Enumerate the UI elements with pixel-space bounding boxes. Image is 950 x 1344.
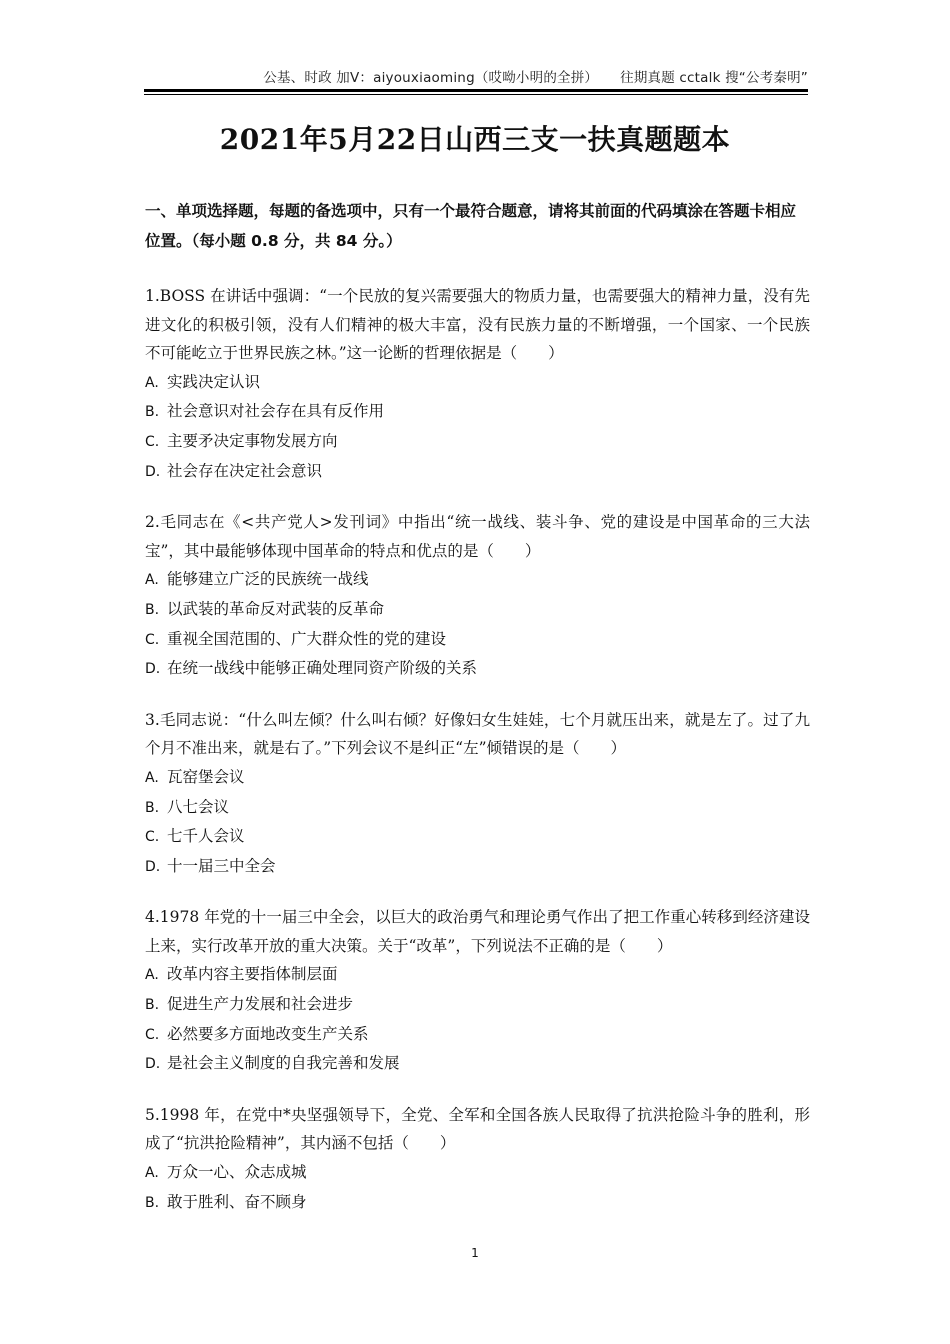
option-text: 必然要多方面地改变生产关系 [167, 1024, 369, 1043]
option-text: 主要矛决定事物发展方向 [167, 431, 338, 450]
question-stem: 5.1998 年，在党中*央坚强领导下，全党、全军和全国各族人民取得了抗洪抢险斗争的胜利，形成了“抗洪抢险精神”，其内涵不包括（ ） [145, 1105, 810, 1153]
option-text: 能够建立广泛的民族统一战线 [167, 570, 369, 589]
option-letter: D. [145, 1056, 161, 1073]
option-b [145, 990, 810, 1020]
option-text: 敢于胜利、奋不顾身 [167, 1192, 307, 1211]
option-letter: A. [145, 374, 159, 391]
option-letter: C. [145, 829, 160, 846]
header-rule-thin [144, 94, 808, 95]
option-d [145, 852, 810, 882]
option-a [145, 960, 810, 990]
option-letter: B. [145, 601, 160, 618]
document-title: 2021年5月22日山西三支一扶真题题本 [219, 123, 731, 156]
option-text: 改革内容主要指体制层面 [167, 965, 338, 984]
option-text: 在统一战线中能够正确处理同资产阶级的关系 [167, 659, 478, 678]
question-3 [145, 706, 810, 882]
option-letter: D. [145, 463, 161, 480]
option-text: 万众一心、众志成城 [167, 1163, 307, 1182]
page-header [0, 66, 808, 86]
option-text: 重视全国范围的、广大群众性的党的建设 [167, 629, 447, 648]
question-2 [145, 508, 810, 684]
option-c [145, 427, 810, 457]
option-letter: A. [145, 572, 159, 589]
option-b [145, 397, 810, 427]
option-text: 瓦窑堡会议 [167, 767, 245, 786]
option-letter: C. [145, 433, 160, 450]
question-stem: 4.1978 年党的十一届三中全会，以巨大的政治勇气和理论勇气作出了把工作重心转移到经济建设上来，实行改革开放的重大决策。关于“改革”，下列说法不正确的是（ ） [145, 908, 810, 955]
page-number: 1 [471, 1246, 479, 1260]
option-a [145, 368, 810, 398]
option-letter: B. [145, 404, 160, 421]
option-text: 促进生产力发展和社会进步 [167, 995, 354, 1014]
option-b [145, 1188, 810, 1218]
question-stem: 2.毛同志在《<共产党人>发刊词》中指出“统一战线、装斗争、党的建设是中国革命的三大法宝”，其中最能够体现中国革命的特点和优点的是（ ） [145, 513, 810, 560]
option-letter: B. [145, 799, 160, 816]
option-text: 是社会主义制度的自我完善和发展 [167, 1054, 400, 1073]
header-archive-text: 往期真题 cctalk 搜“公考秦明” [620, 70, 808, 86]
option-letter: C. [145, 631, 160, 648]
question-5 [145, 1101, 810, 1217]
option-text: 社会意识对社会存在具有反作用 [167, 402, 385, 421]
option-c [145, 1020, 810, 1050]
option-text: 以武装的革命反对武装的反革命 [167, 599, 385, 618]
section-heading: 一、单项选择题，每题的备选项中，只有一个最符合题意，请将其前面的代码填涂在答题卡相应位置。（每小题 0.8 分，共 84 分。） [145, 202, 797, 250]
question-list [145, 282, 810, 1239]
question-4 [145, 903, 810, 1079]
option-a [145, 763, 810, 793]
option-d [145, 1049, 810, 1079]
question-1 [145, 282, 810, 486]
option-text: 七千人会议 [167, 827, 245, 846]
question-stem: 1.BOSS 在讲话中强调：“一个民放的复兴需要强大的物质力量，也需要强大的精神力量，没有先进文化的积极引领，没有人们精神的极大丰富，没有民族力量的不断增强，一个国家、一个民族不可能屹立于世界民族之林。”这一论断的哲理依据是（ ） [145, 287, 810, 363]
option-letter: A. [145, 769, 159, 786]
option-d [145, 654, 810, 684]
option-c [145, 822, 810, 852]
option-a [145, 1158, 810, 1188]
option-letter: D. [145, 858, 161, 875]
option-b [145, 595, 810, 625]
option-d [145, 457, 810, 487]
option-text: 社会存在决定社会意识 [167, 461, 323, 480]
option-a [145, 565, 810, 595]
option-text: 八七会议 [167, 797, 230, 816]
option-letter: A. [145, 1165, 159, 1182]
header-rule-thick [144, 89, 808, 92]
option-letter: C. [145, 1026, 160, 1043]
question-stem: 3.毛同志说：“什么叫左倾？什么叫右倾？好像妇女生娃娃，七个月就压出来，就是左了。过了九个月不准出来，就是右了。”下列会议不是纠正“左”倾错误的是（ ） [145, 710, 810, 758]
option-letter: D. [145, 661, 161, 678]
option-c [145, 625, 810, 655]
option-letter: B. [145, 997, 160, 1014]
option-b [145, 793, 810, 823]
option-text: 实践决定认识 [167, 372, 261, 391]
option-letter: A. [145, 967, 159, 984]
option-letter: B. [145, 1194, 160, 1211]
option-text: 十一届三中全会 [167, 856, 276, 875]
header-contact-text: 公基、时政 加V：aiyouxiaoming（哎呦小明的全拼） [263, 70, 599, 86]
